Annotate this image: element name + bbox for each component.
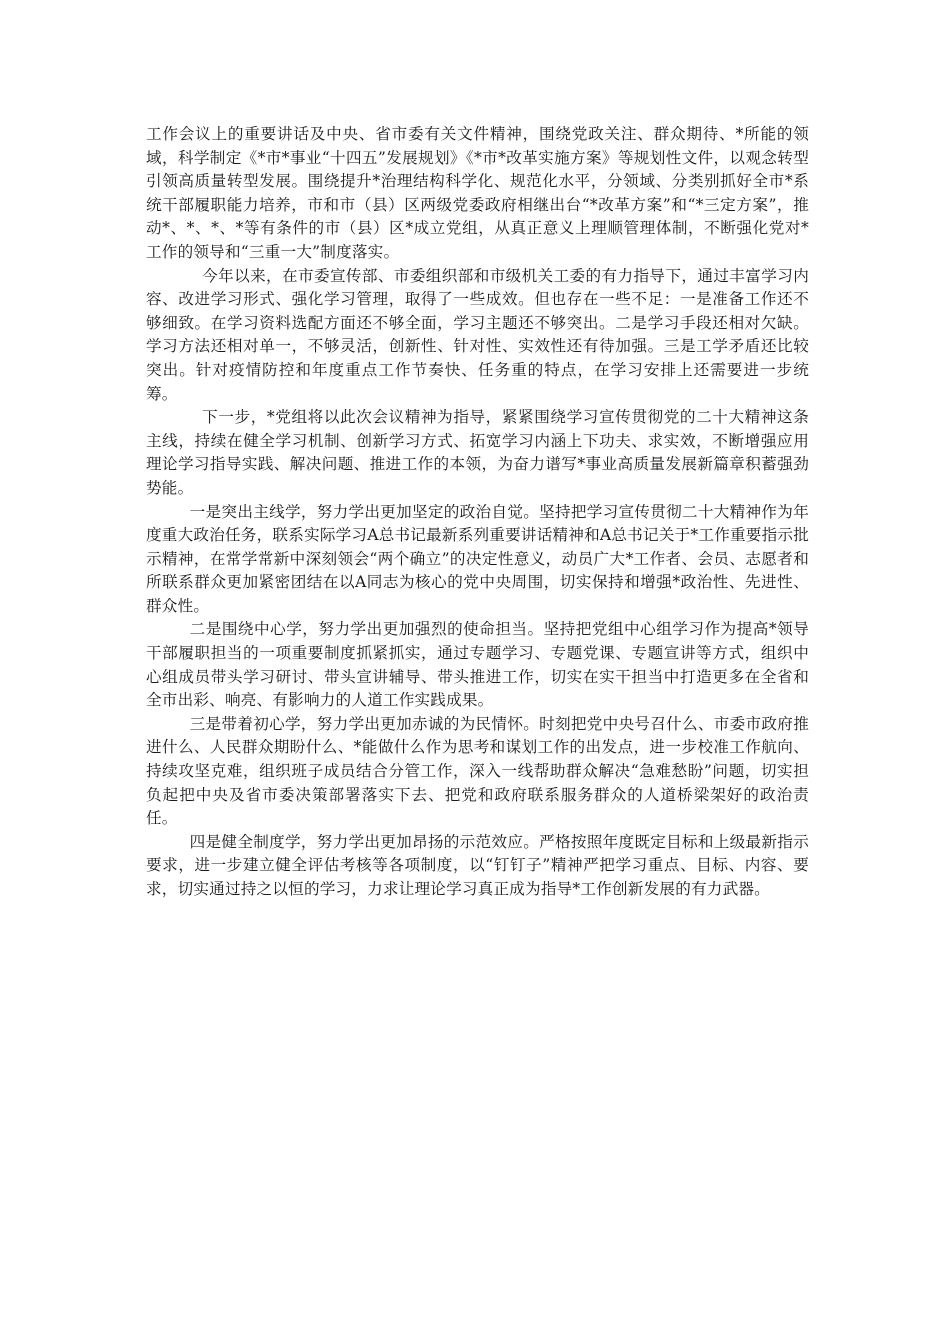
document-body — [146, 123, 809, 902]
paragraph-point-four: 四是健全制度学，努力学出更加昂扬的示范效应。严格按照年度既定目标和上级最新指示要求，进一步建立健全评估考核等各项制度，以“钉钉子”精神严把学习重点、目标、内容、要求，切实通过持之以恒的学习，力求让理论学习真正成为指导*工作创新发展的有力武器。 — [146, 832, 809, 898]
paragraph-point-three: 三是带着初心学，努力学出更加赤诚的为民情怀。时刻把党中央号召什么、市委市政府推进什么、人民群众期盼什么、*能做什么作为思考和谋划工作的出发点，进一步校准工作航向、持续攻坚克难，组织班子成员结合分管工作，深入一线帮助群众解决“急难愁盼”问题，切实担负起把中央及省市委决策部署落实下去、把党和政府联系服务群众的人道桥梁架好的政治责任。 — [146, 714, 809, 828]
paragraph-achievements-shortcomings: 今年以来，在市委宣传部、市委组织部和市级机关工委的有力指导下，通过丰富学习内容、改进学习形式、强化学习管理，取得了一些成效。但也存在一些不足：一是准备工作还不够细致。在学习资料选配方面还不够全面，学习主题还不够突出。二是学习手段还相对欠缺。学习方法还相对单一，不够灵活，创新性、针对性、实效性还有待加强。三是工学矛盾还比较突出。针对疫情防控和年度重点工作节奏快、任务重的特点，在学习安排上还需要进一步统筹。 — [146, 266, 809, 403]
paragraph-point-two: 二是围绕中心学，努力学出更加强烈的使命担当。坚持把党组中心组学习作为提高*领导干部履职担当的一项重要制度抓紧抓实，通过专题学习、专题党课、专题宣讲等方式，组织中心组成员带头学习研讨、带头宣讲辅导、带头推进工作，切实在实干担当中打造更多在全省和全市出彩、响亮、有影响力的人道工作实践成果。 — [146, 620, 809, 710]
paragraph-point-one: 一是突出主线学，努力学出更加坚定的政治自觉。坚持把学习宣传贯彻二十大精神作为年度重大政治任务，联系实际学习A总书记最新系列重要讲话精神和A总书记关于*工作重要指示批示精神，在常学常新中深刻领会“两个确立”的决定性意义，动员广大*工作者、会员、志愿者和所联系群众更加紧密团结在以A同志为核心的党中央周围，切实保持和增强*政治性、先进性、群众性。 — [146, 502, 809, 615]
paragraph-continued: 工作会议上的重要讲话及中央、省市委有关文件精神，围绕党政关注、群众期待、*所能的领域，科学制定《*市*事业“十四五”发展规划》《*市*改革实施方案》等规划性文件，以观念转型引领高质量转型发展。围绕提升*治理结构科学化、规范化水平，分领域、分类别抓好全市*系统干部履职能力培养，市和市（县）区两级党委政府相继出台“*改革方案”和“*三定方案”，推动*、*、*、*等有条件的市（县）区*成立党组，从真正意义上理顺管理体制，不断强化党对*工作的领导和“三重一大”制度落实。 — [146, 125, 809, 261]
paragraph-next-step: 下一步，*党组将以此次会议精神为指导，紧紧围绕学习宣传贯彻党的二十大精神这条主线，持续在健全学习机制、创新学习方式、拓宽学习内涵上下功夫、求实效，不断增强应用理论学习指导实践、解决问题、推进工作的本领，为奋力谱写*事业高质量发展新篇章积蓄强劲势能。 — [146, 408, 809, 497]
